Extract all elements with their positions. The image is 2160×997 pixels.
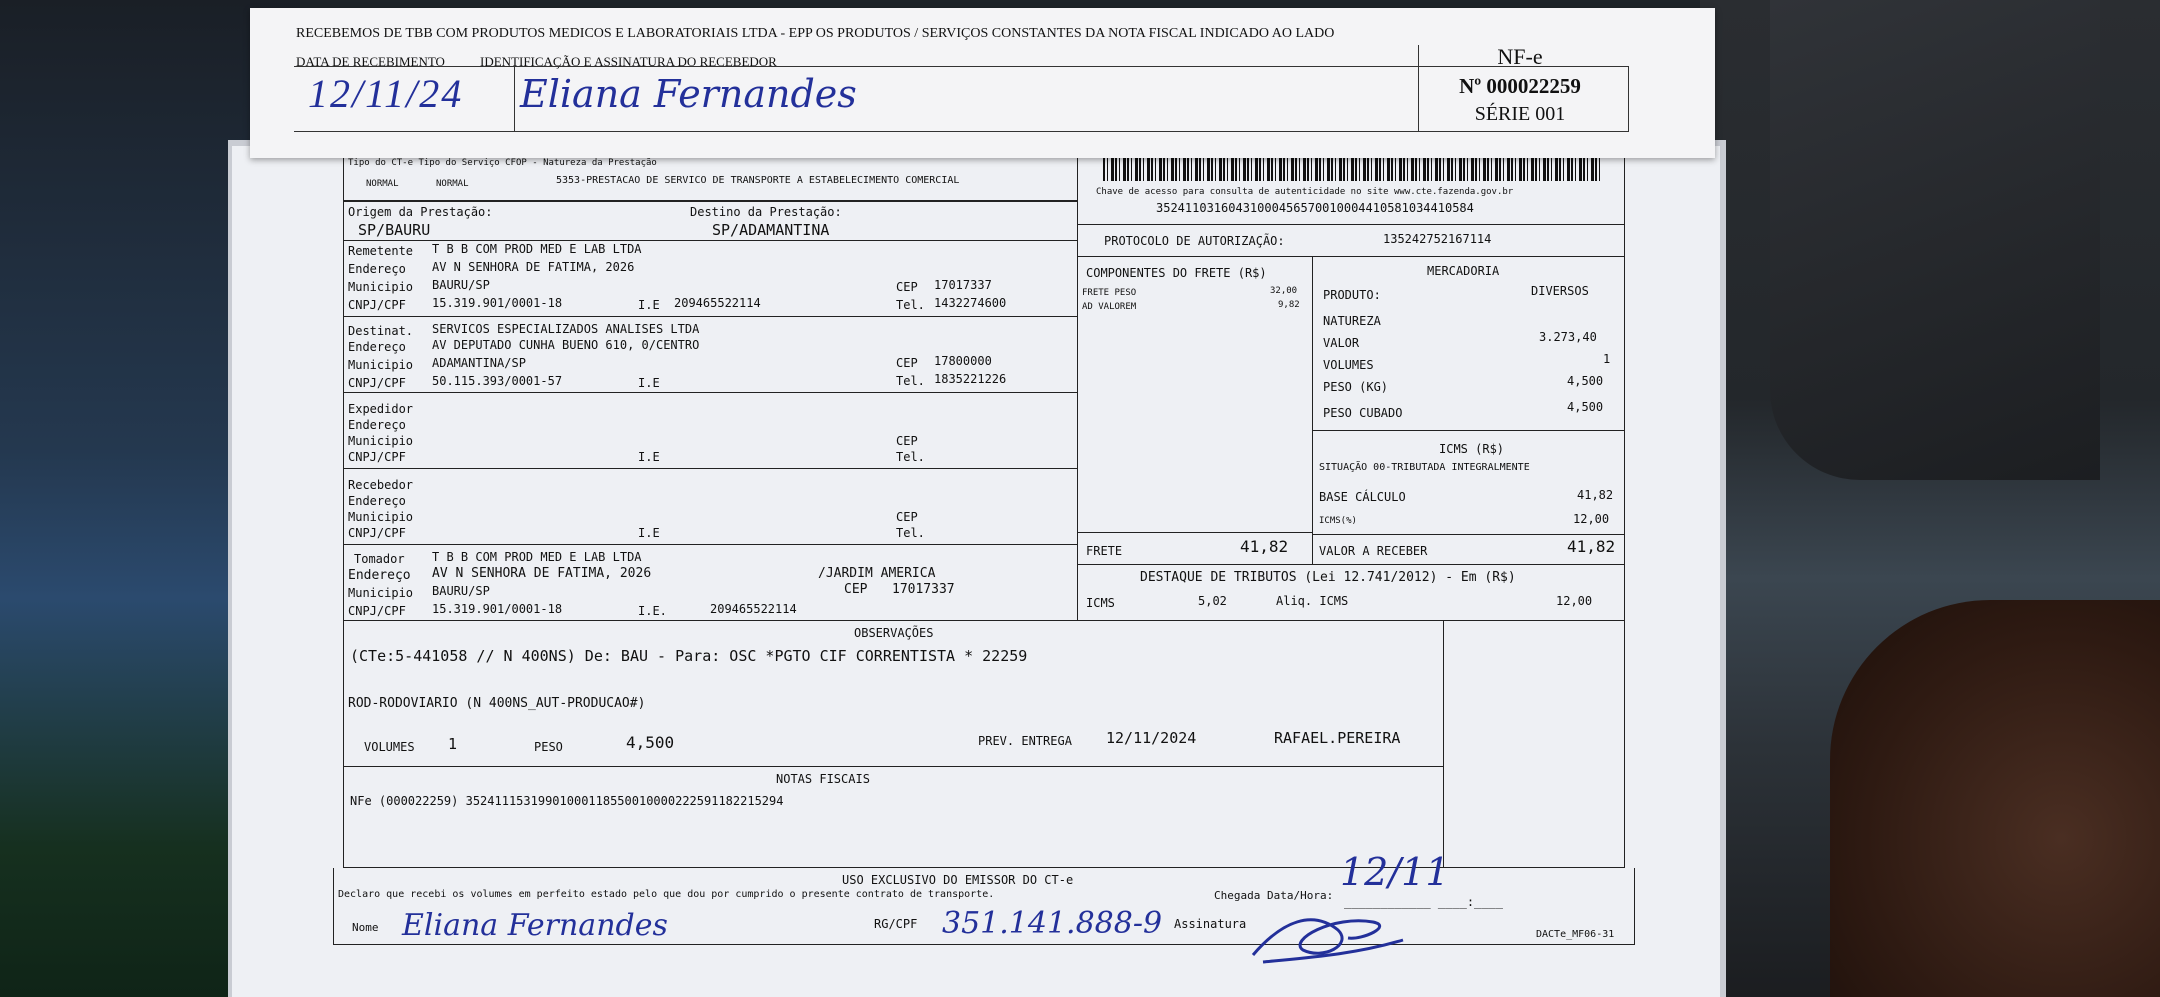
destinatario-tel-label: Tel.	[896, 374, 925, 388]
side-empty-box	[1444, 621, 1625, 868]
ad-valorem-label: AD VALOREM	[1082, 302, 1137, 312]
recebedor-ie-label: I.E	[638, 526, 660, 540]
valor-receber-value: 41,82	[1567, 537, 1616, 556]
canhoto-ident-label: IDENTIFICAÇÃO E ASSINATURA DO RECEBEDOR	[480, 54, 777, 69]
canhoto	[250, 8, 1715, 158]
obs-volumes-value: 1	[448, 735, 458, 753]
emissor-box	[333, 850, 1635, 945]
tipo-cte: NORMAL	[366, 179, 399, 189]
tomador-bairro: /JARDIM AMERICA	[818, 566, 936, 581]
tributos-aliq-value: 12,00	[1556, 594, 1593, 608]
tributos-title: DESTAQUE DE TRIBUTOS (Lei 12.741/2012) - Em (R$)	[1140, 570, 1516, 585]
remetente-nome: T B B COM PROD MED E LAB LTDA	[432, 242, 642, 256]
tomador-ie: 209465522114	[710, 602, 797, 616]
protocolo-value: 135242752167114	[1383, 232, 1492, 246]
assinatura-scribble	[1243, 900, 1413, 970]
canhoto-data-label: DATA DE RECEBIMENTO	[296, 54, 445, 69]
observacoes-box	[343, 621, 1444, 767]
origem-destino-box	[343, 201, 1078, 241]
recebedor-box	[343, 469, 1078, 545]
icms-situacao: SITUAÇÃO 00-TRIBUTADA INTEGRALMENTE	[1319, 462, 1530, 473]
produto-value: DIVERSOS	[1531, 284, 1589, 298]
dacte-codigo: DACTe_MF06-31	[1536, 929, 1615, 940]
nfe-serie: SÉRIE 001	[1474, 103, 1566, 125]
remetente-endereco-label: Endereço	[348, 262, 406, 276]
protocolo-box	[1078, 225, 1625, 257]
icms-aliq-label: ICMS(%)	[1319, 516, 1357, 526]
frete-total-value: 41,82	[1240, 537, 1289, 556]
remetente-cep-label: CEP	[896, 280, 918, 294]
obs-volumes-label: VOLUMES	[364, 740, 415, 754]
destinatario-municipio-label: Municipio	[348, 358, 414, 372]
leather-bag	[1830, 600, 2160, 997]
chave-box	[1078, 155, 1625, 225]
peso-cubado-value: 4,500	[1567, 400, 1604, 414]
tomador-endereco: AV N SENHORA DE FATIMA, 2026	[432, 566, 652, 581]
dacte-form	[338, 155, 1625, 945]
recebedor-tel-label: Tel.	[896, 526, 925, 540]
tomador-nome: T B B COM PROD MED E LAB LTDA	[432, 550, 642, 564]
remetente-ie: 209465522114	[674, 296, 761, 310]
observacoes-title: OBSERVAÇÕES	[854, 626, 934, 640]
chegada-value: 12/11	[1340, 850, 1450, 894]
base-calculo-value: 41,82	[1577, 488, 1614, 502]
expedidor-box	[343, 393, 1078, 469]
mercadoria-title: MERCADORIA	[1427, 264, 1500, 278]
tomador-cnpj-label: CNPJ/CPF	[348, 604, 406, 618]
nome-label: Nome	[352, 921, 379, 934]
nfe-number: Nº 000022259	[1459, 74, 1581, 98]
prev-entrega-label: PREV. ENTREGA	[978, 734, 1072, 748]
recebedor-label: Recebedor	[348, 478, 414, 492]
obs-peso-label: PESO	[534, 740, 563, 754]
recebedor-municipio-label: Municipio	[348, 510, 414, 524]
canhoto-assinatura: Eliana Fernandes	[520, 72, 857, 116]
mercadoria-box	[1313, 257, 1625, 431]
peso-label: PESO (KG)	[1323, 380, 1389, 394]
destinatario-cep-label: CEP	[896, 356, 918, 370]
tomador-label: Tomador	[354, 552, 405, 566]
tomador-box	[343, 545, 1078, 621]
expedidor-label: Expedidor	[348, 402, 414, 416]
destinatario-label: Destinat.	[348, 324, 414, 338]
destinatario-ie-label: I.E	[638, 376, 660, 390]
tomador-endereco-label: Endereço	[348, 568, 411, 583]
destinatario-tel: 1835221226	[934, 372, 1007, 386]
car-seat	[1770, 0, 2100, 480]
tomador-municipio: BAURU/SP	[432, 584, 490, 598]
icms-aliq-value: 12,00	[1573, 512, 1610, 526]
operador-value: RAFAEL.PEREIRA	[1274, 729, 1401, 747]
tributos-icms-label: ICMS	[1086, 596, 1115, 610]
volumes-value: 1	[1603, 352, 1611, 366]
remetente-municipio-label: Municipio	[348, 280, 414, 294]
produto-label: PRODUTO:	[1323, 288, 1381, 302]
destinatario-municipio: ADAMANTINA/SP	[432, 356, 526, 370]
expedidor-tel-label: Tel.	[896, 450, 925, 464]
emissor-declaro: Declaro que recebi os volumes em perfeito estado pelo que dou por cumprido o presente contrato de transporte.	[338, 889, 995, 900]
recebedor-cep-label: CEP	[896, 510, 918, 524]
natureza-label: NATUREZA	[1323, 314, 1381, 328]
tributos-box	[1078, 565, 1625, 621]
remetente-municipio: BAURU/SP	[432, 278, 490, 292]
expedidor-cnpj-label: CNPJ/CPF	[348, 450, 406, 464]
remetente-cnpj: 15.319.901/0001-18	[432, 296, 563, 310]
chave-value: 35241103160431000456570010004410581034410584	[1156, 201, 1474, 215]
origem-value: SP/BAURU	[358, 221, 431, 239]
rg-label: RG/CPF	[874, 917, 918, 931]
tomador-ie-label: I.E.	[638, 604, 667, 618]
icms-title: ICMS (R$)	[1439, 442, 1505, 456]
notas-title: NOTAS FISCAIS	[776, 772, 870, 786]
remetente-ie-label: I.E	[638, 298, 660, 312]
cfop: 5353-PRESTACAO DE SERVICO DE TRANSPORTE A ESTABELECIMENTO COMERCIAL	[556, 175, 960, 186]
rg-value: 351.141.888-9	[942, 906, 1163, 941]
valor-label: VALOR	[1323, 336, 1360, 350]
nfe-title: NF-e	[1497, 44, 1543, 69]
base-calculo-label: BASE CÁLCULO	[1319, 490, 1406, 504]
remetente-box	[343, 241, 1078, 317]
recebedor-endereco-label: Endereço	[348, 494, 406, 508]
emissor-title: USO EXCLUSIVO DO EMISSOR DO CT-e	[842, 873, 1074, 887]
destino-value: SP/ADAMANTINA	[712, 221, 830, 239]
destinatario-endereco-label: Endereço	[348, 340, 406, 354]
peso-value: 4,500	[1567, 374, 1604, 388]
tipo-header: Tipo do CT-e Tipo do Serviço CFOP - Natureza da Prestação	[348, 158, 657, 168]
recebedor-cnpj-label: CNPJ/CPF	[348, 526, 406, 540]
tomador-municipio-label: Municipio	[348, 586, 414, 600]
chave-label: Chave de acesso para consulta de autenticidade no site www.cte.fazenda.gov.br	[1096, 187, 1514, 197]
expedidor-cep-label: CEP	[896, 434, 918, 448]
destinatario-cnpj: 50.115.393/0001-57	[432, 374, 563, 388]
destinatario-box	[343, 317, 1078, 393]
remetente-tel: 1432274600	[934, 296, 1007, 310]
tipo-servico: NORMAL	[436, 179, 469, 189]
destinatario-cnpj-label: CNPJ/CPF	[348, 376, 406, 390]
frete-peso-label: FRETE PESO	[1082, 288, 1137, 298]
valor-value: 3.273,40	[1539, 330, 1597, 344]
chegada-label: Chegada Data/Hora:	[1214, 889, 1334, 902]
assinatura-label: Assinatura	[1174, 917, 1247, 931]
expedidor-endereco-label: Endereço	[348, 418, 406, 432]
valor-receber-label: VALOR A RECEBER	[1319, 544, 1428, 558]
tipo-box	[343, 155, 1078, 201]
chegada-blank: ____________ ____:____	[1344, 895, 1503, 909]
destinatario-endereco: AV DEPUTADO CUNHA BUENO 610, 0/CENTRO	[432, 338, 700, 352]
remetente-cep: 17017337	[934, 278, 992, 292]
notas-box	[343, 767, 1444, 868]
nfe-box	[1420, 44, 1620, 126]
componentes-box	[1078, 257, 1313, 533]
frete-total-box	[1078, 533, 1313, 565]
frete-peso-value: 32,00	[1270, 286, 1298, 296]
expedidor-ie-label: I.E	[638, 450, 660, 464]
tributos-icms-value: 5,02	[1198, 594, 1227, 608]
remetente-tel-label: Tel.	[896, 298, 925, 312]
tomador-cep: 17017337	[892, 582, 955, 597]
protocolo-label: PROTOCOLO DE AUTORIZAÇÃO:	[1104, 234, 1285, 248]
origem-label: Origem da Prestação:	[348, 205, 493, 219]
destinatario-cep: 17800000	[934, 354, 992, 368]
icms-box	[1313, 431, 1625, 535]
expedidor-municipio-label: Municipio	[348, 434, 414, 448]
obs-peso-value: 4,500	[626, 733, 675, 752]
observacoes-linha2: ROD-RODOVIARIO (N 400NS_AUT-PRODUCAO#)	[348, 696, 646, 711]
destinatario-nome: SERVICOS ESPECIALIZADOS ANALISES LTDA	[432, 322, 700, 336]
nome-value: Eliana Fernandes	[402, 908, 668, 943]
remetente-cnpj-label: CNPJ/CPF	[348, 298, 406, 312]
observacoes-linha1: (CTe:5-441058 // N 400NS) De: BAU - Para: OSC *PGTO CIF CORRENTISTA * 22259	[350, 647, 1028, 665]
canhoto-data-value: 12/11/24	[308, 71, 464, 116]
frete-total-label: FRETE	[1086, 544, 1123, 558]
volumes-label: VOLUMES	[1323, 358, 1374, 372]
remetente-label: Remetente	[348, 244, 414, 258]
peso-cubado-label: PESO CUBADO	[1323, 406, 1403, 420]
prev-entrega-value: 12/11/2024	[1106, 729, 1197, 747]
componentes-title: COMPONENTES DO FRETE (R$)	[1086, 266, 1267, 280]
tomador-cep-label: CEP	[844, 582, 868, 597]
tomador-cnpj: 15.319.901/0001-18	[432, 602, 563, 616]
ad-valorem-value: 9,82	[1278, 300, 1300, 310]
tributos-aliq-label: Aliq. ICMS	[1276, 594, 1349, 608]
remetente-endereco: AV N SENHORA DE FATIMA, 2026	[432, 260, 635, 274]
destino-label: Destino da Prestação:	[690, 205, 842, 219]
valor-receber-box	[1313, 535, 1625, 565]
canhoto-recebemos: RECEBEMOS DE TBB COM PRODUTOS MEDICOS E LABORATORIAIS LTDA - EPP OS PRODUTOS / SERVIÇOS CONSTANTES DA NOTA FISCAL INDICADO AO LADO	[296, 26, 1335, 41]
notas-linha: NFe (000022259) 35241115319901000118550010000222591182215294	[350, 794, 784, 808]
